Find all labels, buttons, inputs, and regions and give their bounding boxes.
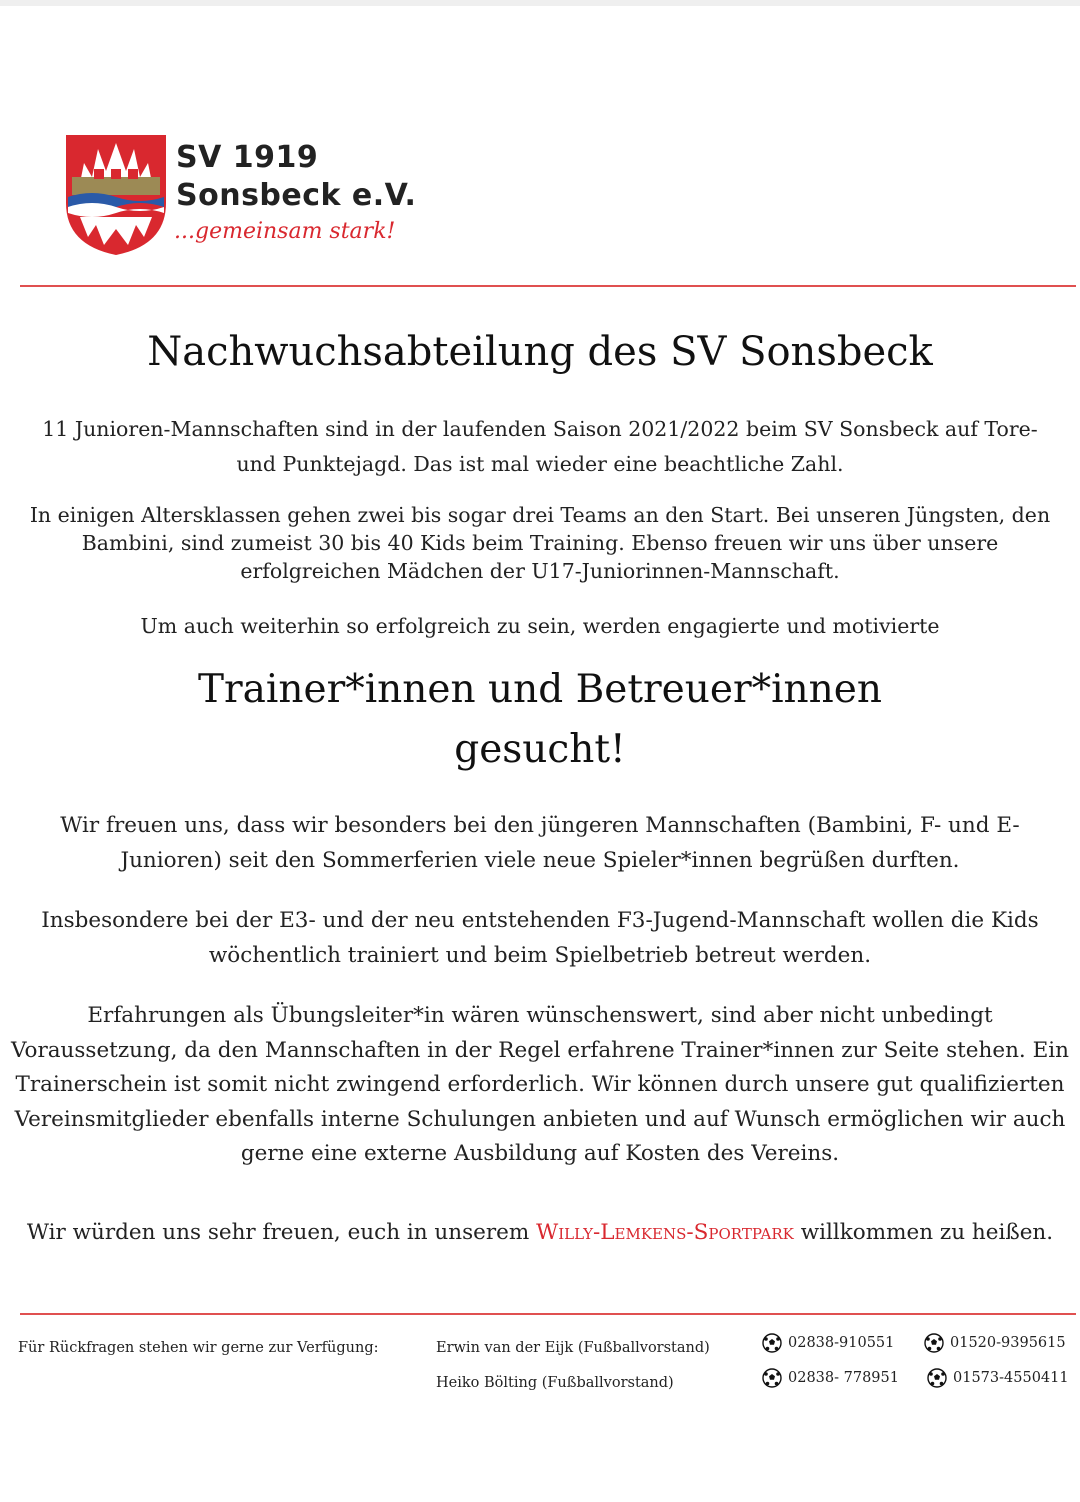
closing-paragraph	[10, 1216, 1070, 1251]
intro-paragraph-3: Um auch weiterhin so erfolgreich zu sein, werden engagierte und motivierte	[140, 614, 940, 638]
closing-after: willkommen zu heißen.	[793, 1220, 1054, 1245]
footer-label: Für Rückfragen stehen wir gerne zur Verfügung:	[18, 1340, 379, 1356]
phone-number-2[interactable]: 01520-9395615	[950, 1335, 1066, 1351]
header-divider	[20, 285, 1076, 287]
recruitment-headline	[0, 660, 1080, 780]
phone-number-3[interactable]: 02838- 778951	[788, 1370, 899, 1386]
phone-entry-2	[924, 1333, 1066, 1353]
soccer-ball-icon	[762, 1333, 782, 1353]
club-crest-icon	[64, 133, 168, 257]
contact-person-2: Heiko Bölting (Fußballvorstand)	[436, 1375, 674, 1391]
closing-before: Wir würden uns sehr freuen, euch in unserem	[26, 1220, 537, 1245]
phone-number-1[interactable]: 02838-910551	[788, 1335, 895, 1351]
soccer-ball-icon	[927, 1368, 947, 1388]
club-slogan: ...gemeinsam stark!	[174, 219, 396, 244]
club-logo	[64, 133, 424, 263]
page-title: Nachwuchsabteilung des SV Sonsbeck	[147, 329, 933, 375]
phone-number-4[interactable]: 01573-4550411	[953, 1370, 1069, 1386]
headline-line2: gesucht!	[454, 727, 626, 772]
contact-person-1: Erwin van der Eijk (Fußballvorstand)	[436, 1340, 710, 1356]
headline-line1: Trainer*innen und Betreuer*innen	[197, 667, 882, 712]
phone-entry-1	[762, 1333, 894, 1353]
footer-divider	[20, 1313, 1076, 1315]
soccer-ball-icon	[762, 1368, 782, 1388]
intro-paragraph-1: 11 Junioren-Mannschaften sind in der laufenden Saison 2021/2022 beim SV Sonsbeck auf Tore- und Punktejagd. Das ist mal wieder eine beachtliche Zahl.	[42, 417, 1038, 476]
body-paragraph-2: Insbesondere bei der E3- und der neu entstehenden F3-Jugend-Mannschaft wollen die Kids wöchentlich trainiert und beim Spielbetrieb betreut werden.	[41, 908, 1039, 968]
intro-paragraph-2: In einigen Altersklassen gehen zwei bis sogar drei Teams an den Start. Bei unseren Jüngsten, den Bambini, sind zumeist 30 bis 40 Kids beim Training. Ebenso freuen wir uns über unsere erfolgreichen Mädchen der U17-Juniorinnen-Mannschaft.	[29, 503, 1051, 583]
body-paragraph-1: Wir freuen uns, dass wir besonders bei den jüngeren Mannschaften (Bambini, F- und E-Junioren) seit den Sommerferien viele neue Spieler*innen begrüßen durften.	[60, 813, 1020, 873]
body-paragraph-3: Erfahrungen als Übungsleiter*in wären wünschenswert, sind aber nicht unbedingt Voraussetzung, da den Mannschaften in der Regel erfahrene Trainer*innen zur Seite stehen. Ein Trainerschein ist somit nicht zwingend erforderlich. Wir können durch unsere gut qualifizierten Vereinsmitglieder ebenfalls interne Schulungen anbieten und auf Wunsch ermöglichen wir auch gerne eine externe Ausbildung auf Kosten des Vereins.	[10, 1003, 1070, 1166]
phone-entry-3	[762, 1368, 899, 1388]
phone-entry-4	[927, 1368, 1069, 1388]
top-edge	[0, 0, 1080, 6]
soccer-ball-icon	[924, 1333, 944, 1353]
club-name-line1: SV 1919	[176, 140, 319, 175]
sportpark-name: Willy-Lemkens-Sportpark	[536, 1220, 794, 1245]
club-name	[176, 139, 416, 215]
club-name-line2: Sonsbeck e.V.	[176, 178, 417, 213]
contact-footer	[0, 1330, 1080, 1410]
